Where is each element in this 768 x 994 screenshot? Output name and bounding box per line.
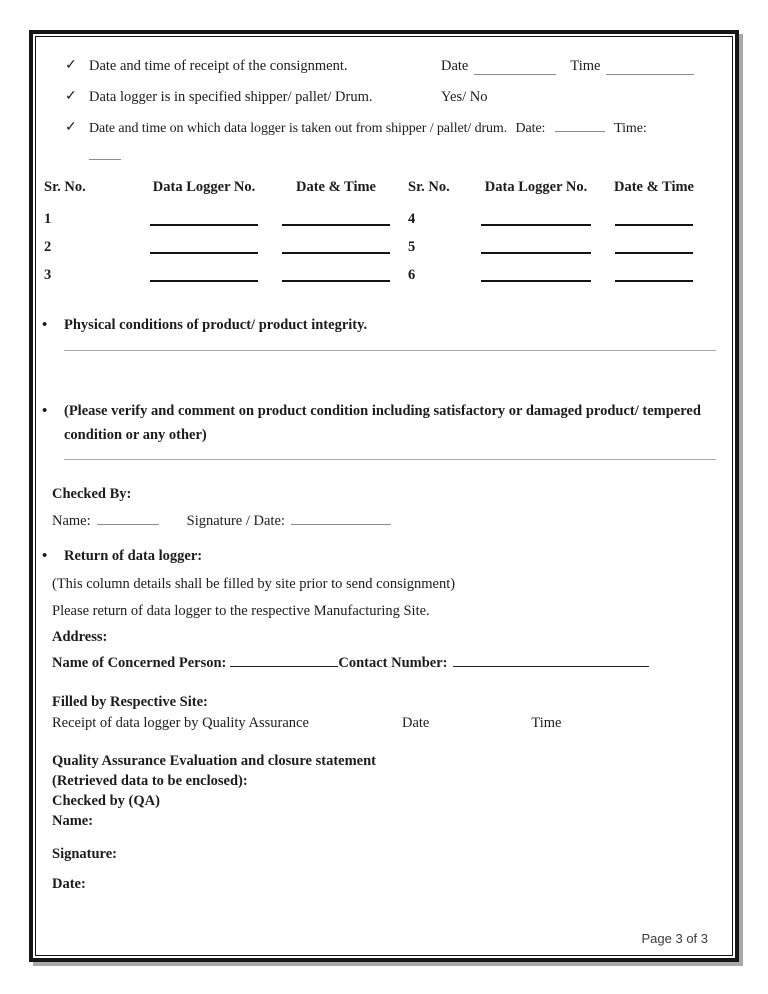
page-number: Page 3 of 3	[641, 931, 708, 946]
page-border-inner	[35, 36, 733, 956]
contact-blank-line	[453, 654, 649, 667]
signature-date-label: Signature / Date:	[186, 513, 285, 529]
date-blank-line	[474, 62, 556, 75]
person-label: Name of Concerned Person:	[52, 655, 227, 671]
verify-comment-title: (Please verify and comment on product condition including satisfactory or damaged product/ tempered condition or any other)	[64, 403, 701, 443]
name-blank-line	[97, 512, 159, 525]
sr-no: 2	[44, 239, 52, 255]
checkmark-icon: ✓	[65, 58, 77, 73]
time-label: Time:	[614, 121, 647, 136]
datetime-blank	[282, 252, 390, 254]
bullet-verify-comment	[42, 399, 724, 447]
sr-no: 1	[44, 211, 52, 227]
bullet-icon: •	[42, 403, 48, 419]
return-logger-title: Return of data logger:	[64, 548, 203, 564]
datetime-blank	[615, 280, 693, 282]
datetime-blank	[615, 224, 693, 226]
bullet-return-logger	[42, 547, 724, 565]
time-column-label: Time	[531, 715, 562, 731]
datetime-blank	[282, 224, 390, 226]
receipt-row	[52, 715, 724, 732]
time-label: Time	[570, 58, 601, 74]
checklist-item-text: Data logger is in specified shipper/ pallet/ Drum.	[89, 89, 373, 105]
sr-no: 3	[44, 267, 52, 283]
checklist-item-text: Date and time of receipt of the consignment.	[89, 58, 348, 74]
checklist-item-shipper	[65, 88, 724, 106]
taken-out-text: Date and time on which data logger is taken out from shipper / pallet/ drum.	[89, 121, 508, 136]
yes-no-label: Yes/ No	[441, 89, 488, 105]
bullet-icon: •	[42, 548, 48, 564]
sr-no: 6	[408, 267, 416, 283]
datetime-blank	[615, 252, 693, 254]
data-logger-table	[44, 177, 724, 287]
table-row	[44, 259, 724, 287]
table-row	[44, 231, 724, 259]
writing-line	[64, 350, 716, 351]
date-label: Date	[441, 58, 469, 74]
time-blank-line	[89, 147, 121, 160]
return-logger-note: (This column details shall be filled by site prior to send consignment)	[52, 576, 456, 592]
date-column-label: Date	[402, 715, 430, 731]
logger-no-blank	[150, 224, 258, 226]
checkmark-icon: ✓	[65, 89, 77, 104]
bullet-physical-conditions	[42, 313, 724, 337]
date-blank-line	[555, 119, 605, 132]
qa-checked-by-label: Checked by (QA)	[52, 793, 160, 809]
checked-by-title: Checked By:	[52, 486, 132, 502]
qa-evaluation-subtitle: (Retrieved data to be enclosed):	[52, 773, 248, 789]
sr-no: 4	[408, 211, 416, 227]
date-label: Date:	[515, 121, 546, 136]
name-label: Name:	[52, 513, 91, 529]
col-header-datetime-left: Date & Time	[295, 179, 376, 195]
signature-date-blank-line	[291, 512, 391, 525]
date-time-fields	[441, 57, 694, 75]
checklist-item-text	[89, 119, 653, 138]
col-header-datetime-right: Date & Time	[613, 179, 694, 195]
qa-evaluation-title: Quality Assurance Evaluation and closure statement	[52, 753, 376, 769]
page-border-frame	[29, 30, 739, 962]
yes-no-field	[441, 88, 487, 106]
physical-conditions-title: Physical conditions of product/ product integrity.	[64, 317, 368, 333]
col-header-logger-right: Data Logger No.	[484, 179, 588, 195]
concerned-person-fields	[52, 654, 724, 672]
logger-no-blank	[481, 280, 591, 282]
logger-no-blank	[150, 252, 258, 254]
form-content	[36, 37, 732, 955]
writing-line	[64, 459, 716, 460]
qa-name-label: Name:	[52, 813, 94, 829]
datetime-blank	[282, 280, 390, 282]
qa-date-label: Date:	[52, 876, 86, 892]
sr-no: 5	[408, 239, 416, 255]
bullet-icon: •	[42, 317, 48, 333]
checked-by-fields	[52, 512, 724, 530]
address-label: Address:	[52, 629, 108, 645]
checklist-item-taken-out	[65, 119, 724, 138]
return-logger-instruction: Please return of data logger to the respective Manufacturing Site.	[52, 603, 430, 619]
qa-signature-label: Signature:	[52, 846, 117, 862]
receipt-checklist	[52, 57, 724, 165]
filled-by-site-title: Filled by Respective Site:	[52, 694, 208, 710]
logger-no-blank	[481, 224, 591, 226]
checkmark-icon: ✓	[65, 120, 77, 135]
checklist-item-receipt	[65, 57, 724, 75]
receipt-text: Receipt of data logger by Quality Assurance	[52, 715, 309, 731]
logger-no-blank	[481, 252, 591, 254]
table-row	[44, 203, 724, 231]
checklist-continuation	[89, 147, 724, 165]
table-header-row	[44, 177, 724, 197]
col-header-sr-right: Sr. No.	[408, 179, 450, 195]
col-header-logger-left: Data Logger No.	[152, 179, 256, 195]
col-header-sr-left: Sr. No.	[44, 179, 86, 195]
contact-label: Contact Number:	[338, 655, 448, 671]
logger-no-blank	[150, 280, 258, 282]
time-blank-line	[606, 62, 694, 75]
person-blank-line	[230, 654, 338, 667]
